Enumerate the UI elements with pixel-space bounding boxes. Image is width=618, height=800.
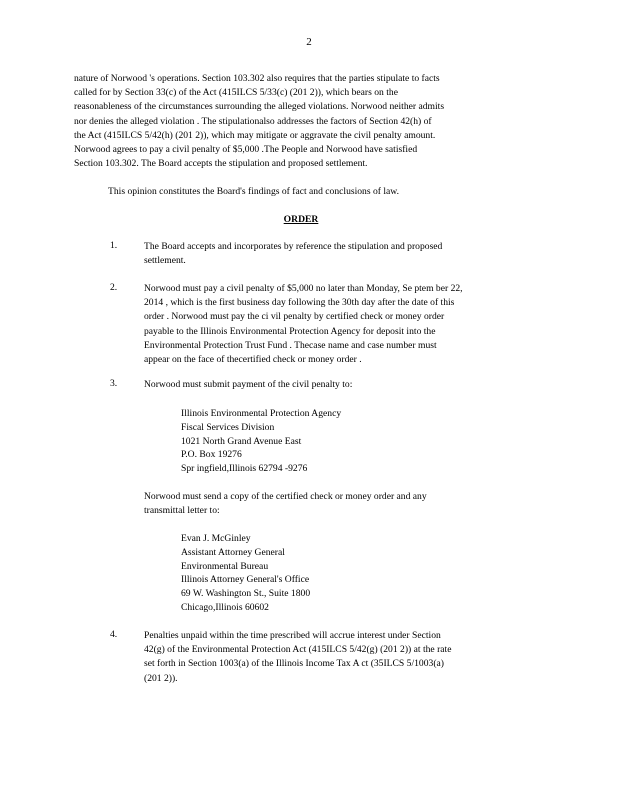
address-line: P.O. Box 19276 xyxy=(181,449,242,461)
address-line: Illinois Environmental Protection Agency xyxy=(181,408,342,419)
attorney-address xyxy=(181,532,310,615)
item-line: settlement. xyxy=(144,255,186,267)
item-number: 1. xyxy=(110,240,118,251)
item-line: Penalties unpaid within the time prescribed will accrue interest under Section xyxy=(144,630,441,641)
intro-paragraph xyxy=(74,72,538,171)
intro-line: nor denies the alleged violation . The stipulationalso addresses the factors of Section 42(h) of xyxy=(74,115,432,127)
order-heading xyxy=(0,214,618,225)
order-item-3 xyxy=(144,378,540,392)
item-line: (201 2)). xyxy=(144,672,178,684)
page-number: 2 xyxy=(306,36,312,48)
address-line: Chicago,Illinois 60602 xyxy=(181,601,269,613)
order-heading-text: ORDER xyxy=(283,214,319,225)
item-line: transmittal letter to: xyxy=(144,505,220,517)
address-line: Environmental Bureau xyxy=(181,560,269,572)
intro-line: Section 103.302. The Board accepts the stipulation and proposed settlement. xyxy=(74,158,368,170)
address-line: 1021 North Grand Avenue East xyxy=(181,435,302,447)
address-line: Evan J. McGinley xyxy=(181,533,251,544)
order-item-4 xyxy=(144,629,540,686)
item3-followup xyxy=(144,490,540,518)
item-line: Norwood must send a copy of the certified check or money order and any xyxy=(144,491,427,502)
item-line: Environmental Protection Trust Fund . Thecase name and case number must xyxy=(144,339,437,351)
order-item-2 xyxy=(144,282,540,367)
item-number: 4. xyxy=(110,629,118,640)
item-number: 3. xyxy=(110,378,118,389)
item-line: appear on the face of thecertified check or money order . xyxy=(144,354,362,366)
address-line: Assistant Attorney General xyxy=(181,546,285,558)
payment-address xyxy=(181,407,341,476)
order-item-1 xyxy=(144,240,540,268)
item-line: payable to the Illinois Environmental Protection Agency for deposit into the xyxy=(144,325,436,337)
conclusion-paragraph: This opinion constitutes the Board's findings of fact and conclusions of law. xyxy=(108,186,400,197)
address-line: 69 W. Washington St., Suite 1800 xyxy=(181,588,311,600)
item-line: 2014 , which is the first business day following the 30th day after the date of this xyxy=(144,297,455,309)
item-line: Norwood must submit payment of the civil penalty to: xyxy=(144,379,353,390)
intro-line: nature of Norwood 's operations. Section 103.302 also requires that the parties stipulate to facts xyxy=(74,73,440,84)
address-line: Spr ingfield,Illinois 62794 -9276 xyxy=(181,463,308,475)
item-line: The Board accepts and incorporates by reference the stipulation and proposed xyxy=(144,241,443,252)
item-line: set forth in Section 1003(a) of the Illinois Income Tax A ct (35ILCS 5/1003(a) xyxy=(144,658,444,670)
intro-line: Norwood agrees to pay a civil penalty of $5,000 .The People and Norwood have satisfied xyxy=(74,144,418,156)
address-line: Fiscal Services Division xyxy=(181,421,275,433)
intro-line: the Act (415ILCS 5/42(h) (201 2)), which may mitigate or aggravate the civil penalty amount. xyxy=(74,129,436,141)
item-number: 2. xyxy=(110,282,118,293)
item-line: 42(g) of the Environmental Protection Act (415ILCS 5/42(g) (201 2)) at the rate xyxy=(144,644,452,656)
address-line: Illinois Attorney General's Office xyxy=(181,574,310,586)
intro-line: reasonableness of the circumstances surrounding the alleged violations. Norwood neither admits xyxy=(74,101,445,113)
item-line: Norwood must pay a civil penalty of $5,000 no later than Monday, Se ptem ber 22, xyxy=(144,283,463,294)
item-line: order . Norwood must pay the ci vil penalty by certified check or money order xyxy=(144,311,445,323)
intro-line: called for by Section 33(c) of the Act (415ILCS 5/33(c) (201 2)), which bears on the xyxy=(74,87,398,99)
